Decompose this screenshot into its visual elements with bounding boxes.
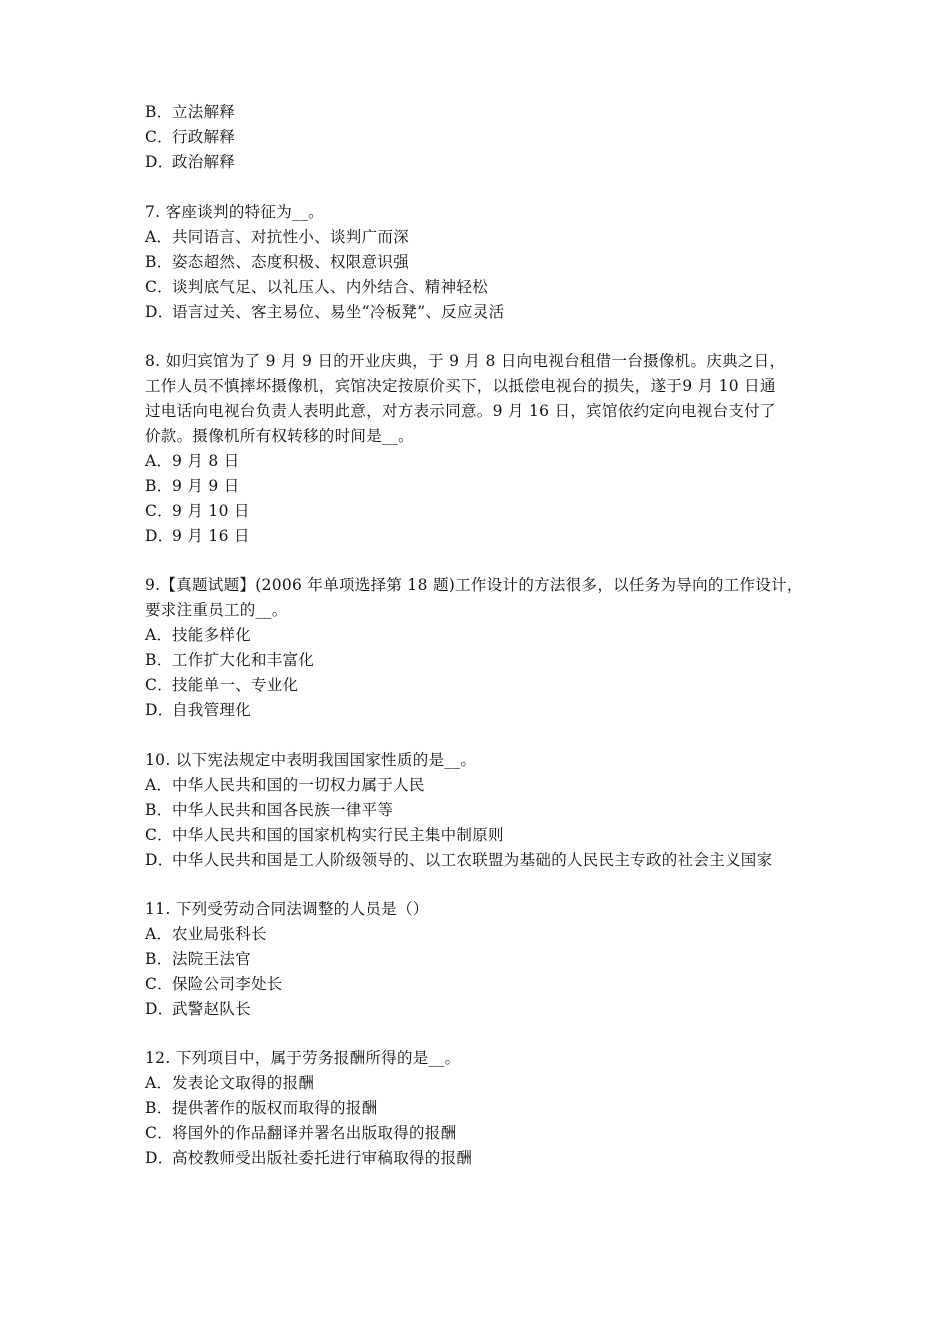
option-a: A．发表论文取得的报酬 [145,1074,315,1092]
option-a: A．9 月 8 日 [145,452,240,470]
option-b: B．法院王法官 [145,950,252,968]
option-b: B．中华人民共和国各民族一律平等 [145,801,394,819]
question-stem: 10. 以下宪法规定中表明我国国家性质的是__。 [145,751,477,769]
question-stem-line-1: 8. 如归宾馆为了 9 月 9 日的开业庆典，于 9 月 8 日向电视台租借一台摄像机。庆典之日， [145,352,786,370]
option-c: C．行政解释 [145,128,236,146]
option-d: D．中华人民共和国是工人阶级领导的、以工农联盟为基础的人民民主专政的社会主义国家 [145,851,773,869]
question-stem: 12. 下列项目中，属于劳务报酬所得的是__。 [145,1049,461,1067]
option-c: C．技能单一、专业化 [145,676,299,694]
option-d: D．高校教师受出版社委托进行审稿取得的报酬 [145,1149,473,1167]
question-stem: 11. 下列受劳动合同法调整的人员是（） [145,900,429,918]
option-b: B．工作扩大化和丰富化 [145,651,315,669]
question-stem-line-3: 过电话向电视台负责人表明此意，对方表示同意。9 月 16 日，宾馆依约定向电视台支付了 [145,402,776,420]
option-d: D．政治解释 [145,153,236,171]
question-10 [145,748,835,873]
option-d: D．自我管理化 [145,701,252,719]
option-c: C．谈判底气足、以礼压人、内外结合、精神轻松 [145,278,489,296]
option-a: A．中华人民共和国的一切权力属于人民 [145,776,425,794]
option-b: B．9 月 9 日 [145,477,240,495]
question-stem-line-4: 价款。摄像机所有权转移的时间是__。 [145,427,414,445]
option-a: A．农业局张科长 [145,925,267,943]
question-stem-line-2: 工作人员不慎摔坏摄像机，宾馆决定按原价买下，以抵偿电视台的损失，遂于9 月 10 日通 [145,377,776,395]
option-c: C．保险公司李处长 [145,975,283,993]
option-a: A．共同语言、对抗性小、谈判广而深 [145,228,410,246]
question-11 [145,897,835,1022]
option-d: D．9 月 16 日 [145,527,250,545]
question-stem: 7. 客座谈判的特征为__。 [145,203,324,221]
question-7 [145,200,835,325]
option-d: D．语言过关、客主易位、易坐“冷板凳”、反应灵活 [145,303,505,321]
option-c: C．9 月 10 日 [145,502,250,520]
question-8 [145,349,835,549]
option-c: C．将国外的作品翻译并署名出版取得的报酬 [145,1124,457,1142]
option-d: D．武警赵队长 [145,1000,252,1018]
option-b: B．姿态超然、态度积极、权限意识强 [145,253,410,271]
question-9 [145,573,835,723]
question-12 [145,1046,835,1171]
question-stem-line-1: 9.【真题试题】(2006 年单项选择第 18 题)工作设计的方法很多，以任务为导向的工作设计， [145,576,803,594]
question-stem-line-2: 要求注重员工的__。 [145,601,288,619]
question-6-options [145,100,835,175]
option-b: B．立法解释 [145,103,236,121]
option-a: A．技能多样化 [145,626,252,644]
option-b: B．提供著作的版权而取得的报酬 [145,1099,378,1117]
option-c: C．中华人民共和国的国家机构实行民主集中制原则 [145,826,504,844]
